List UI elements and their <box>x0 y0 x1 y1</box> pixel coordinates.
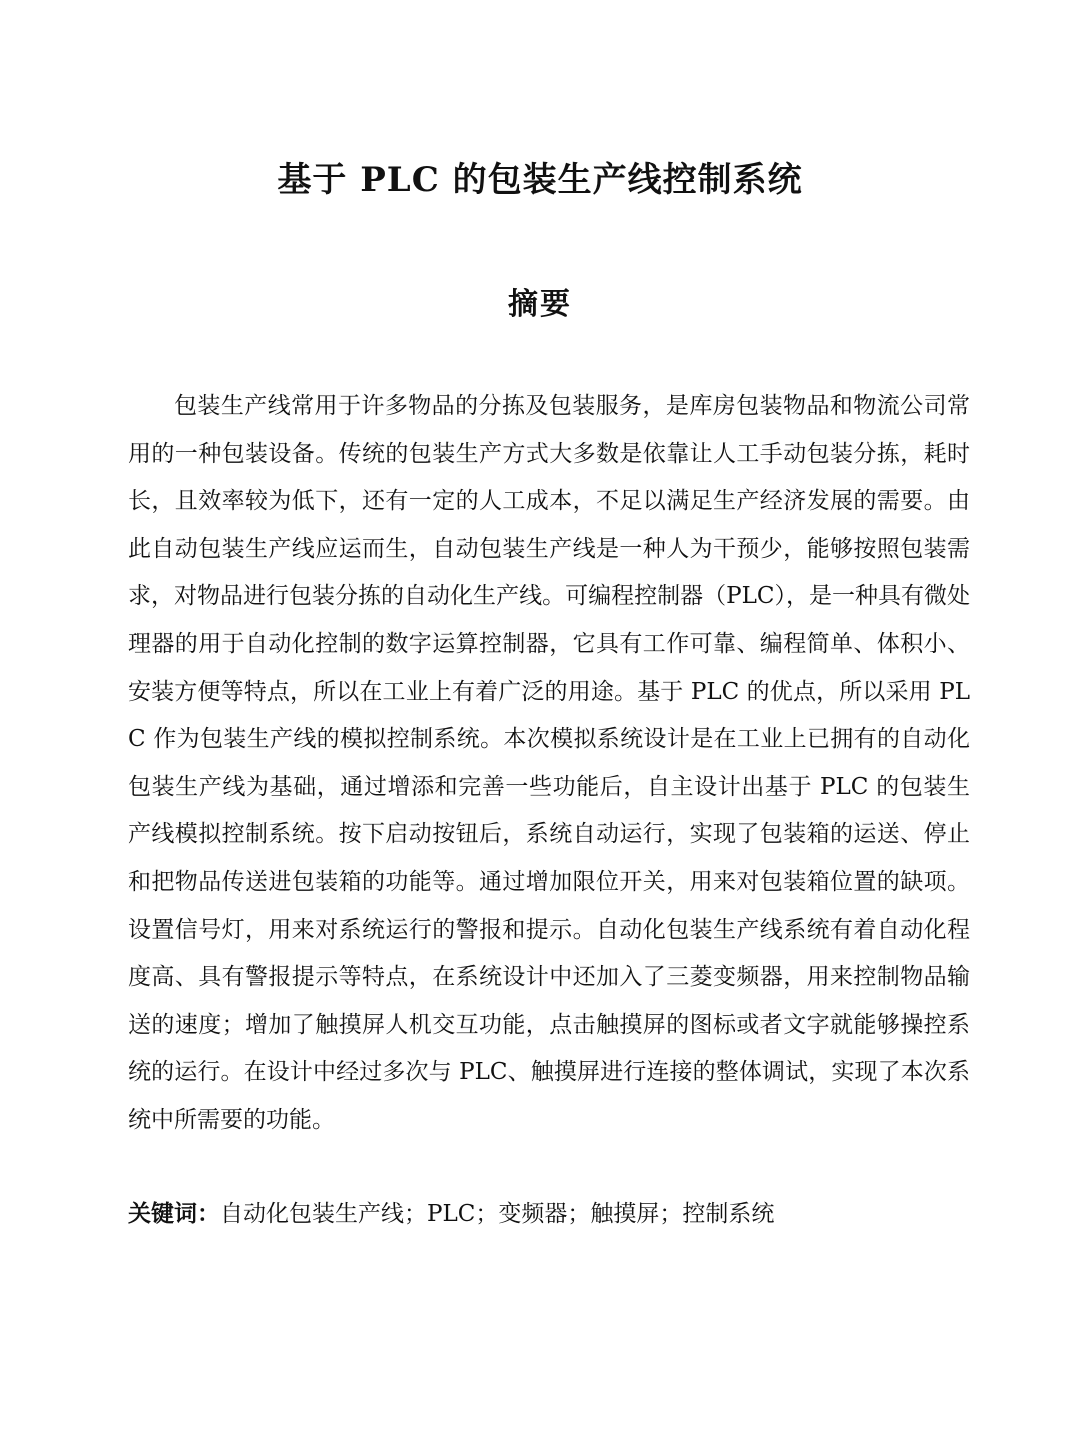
keywords-label: 关键词： <box>128 1200 220 1227</box>
keywords-line <box>128 1190 970 1238</box>
keywords-value: 自动化包装生产线；PLC；变频器；触摸屏；控制系统 <box>220 1201 775 1227</box>
paper-title: 基于 PLC 的包装生产线控制系统 <box>277 160 803 200</box>
abstract-heading: 摘要 <box>508 287 572 322</box>
abstract-body: 包装生产线常用于许多物品的分拣及包装服务，是库房包装物品和物流公司常用的一种包装设备。传统的包装生产方式大多数是依靠让人工手动包装分拣，耗时长，且效率较为低下，还有一定的人工成本，不足以满足生产经济发展的需要。由此自动包装生产线应运而生，自动包装生产线是一种人为干预少，能够按照包装需求，对物品进行包装分拣的自动化生产线。可编程控制器（PLC），是一种具有微处理器的用于自动化控制的数字运算控制器，它具有工作可靠、编程简单、体积小、安装方便等特点，所以在工业上有着广泛的用途。基于 PLC 的优点，所以采用 PLC 作为包装生产线的模拟控制系统。本次模拟系统设计是在工业上已拥有的自动化包装生产线为基础，通过增添和完善一些功能后，自主设计出基于 PLC 的包装生产线模拟控制系统。按下启动按钮后，系统自动运行，实现了包装箱的运送、停止和把物品传送进包装箱的功能等。通过增加限位开关，用来对包装箱位置的缺项。设置信号灯，用来对系统运行的警报和提示。自动化包装生产线系统有着自动化程度高、具有警报提示等特点，在系统设计中还加入了三菱变频器，用来控制物品输送的速度；增加了触摸屏人机交互功能，点击触摸屏的图标或者文字就能够操控系统的运行。在设计中经过多次与 PLC、触摸屏进行连接的整体调试，实现了本次系统中所需要的功能。 <box>128 393 970 1133</box>
